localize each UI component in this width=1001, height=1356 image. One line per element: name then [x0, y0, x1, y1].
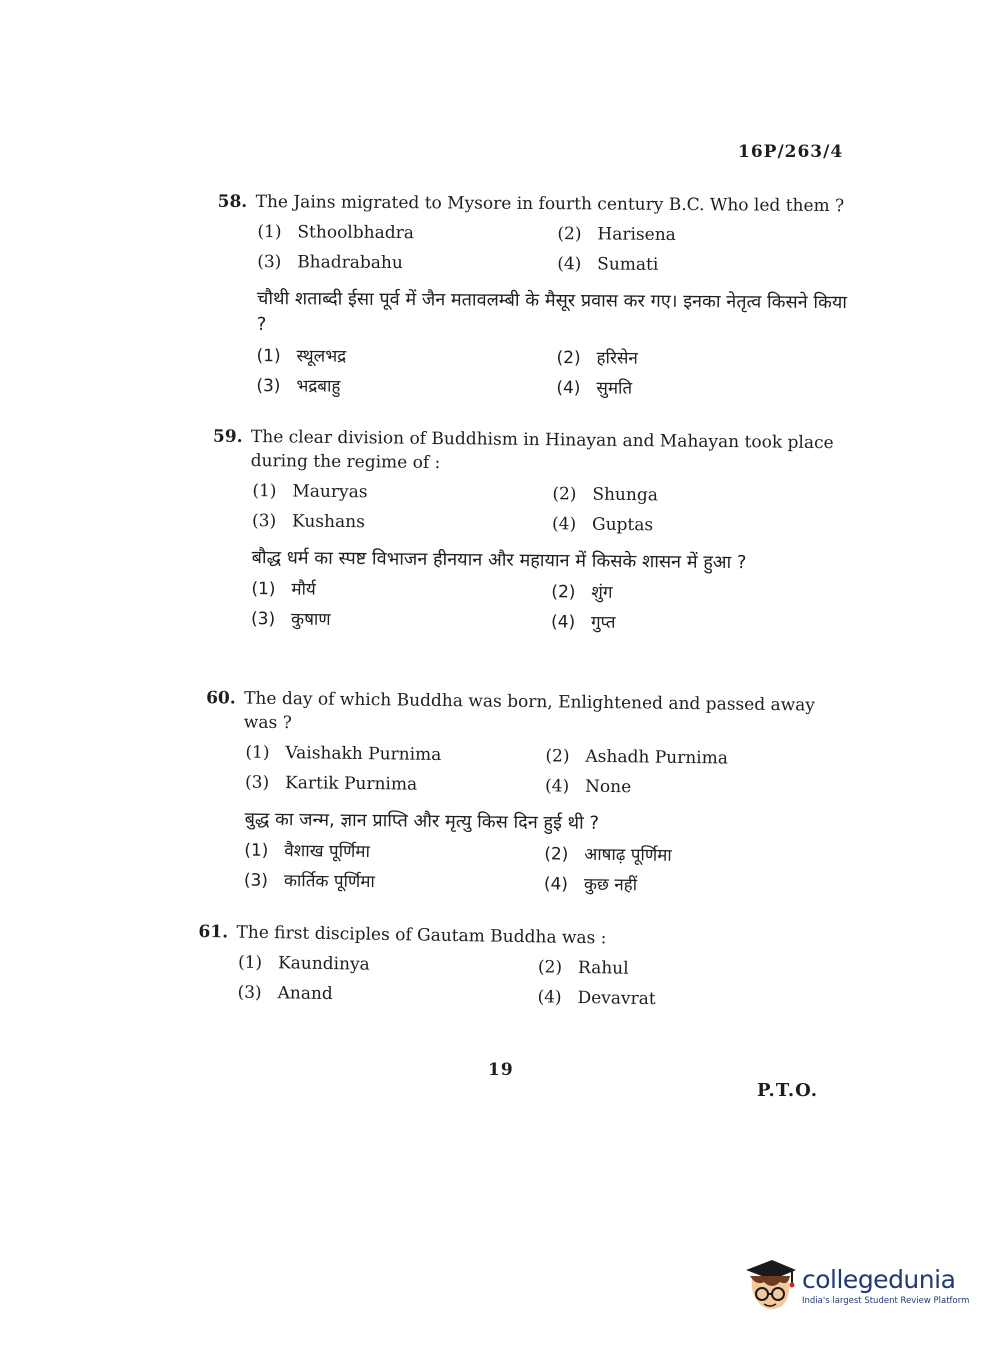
option-2: (2) Shunga — [552, 484, 659, 506]
question-text-en: The day of which Buddha was born, Enlightened and passed away was ? — [243, 688, 816, 734]
question-text-en: The clear division of Buddhism in Hinayan and Mahayan took place during the regime of : — [250, 427, 834, 474]
question-text-hi: बौद्ध धर्म का स्पष्ट विभाजन हीनयान और महायान में किसके शासन में हुआ ? — [251, 547, 747, 574]
option-3: (3) Anand — [237, 982, 333, 1005]
options-en — [245, 741, 846, 802]
option-hi-2: (2) शुंग — [551, 582, 613, 603]
option-4: (4) Guptas — [551, 514, 654, 536]
question-number: 61. — [198, 921, 229, 943]
option-3: (3) Kartik Purnima — [244, 772, 418, 795]
question-text-en: The Jains migrated to Mysore in fourth century B.C. Who led them ? — [255, 192, 845, 217]
option-hi-2: (2) आषाढ़ पूर्णिमा — [544, 844, 672, 866]
options-en — [237, 951, 838, 1014]
mascot-icon — [742, 1256, 798, 1314]
option-hi-3: (3) कुषाण — [250, 609, 331, 630]
question-59 — [211, 425, 853, 638]
question-text-hi: चौथी शताब्दी ईसा पूर्व में जैन मतावलम्बी के मैसूर प्रवास कर गए। इनका नेतृत्व किसने किया ? — [256, 288, 848, 336]
option-hi-4: (4) सुमति — [556, 378, 633, 399]
options-hi — [251, 577, 852, 637]
collegedunia-watermark — [742, 1250, 972, 1320]
options-en — [257, 220, 857, 278]
option-3: (3) Bhadrabahu — [257, 252, 403, 274]
option-3: (3) Kushans — [251, 511, 365, 533]
option-hi-3: (3) कार्तिक पूर्णिमा — [243, 870, 375, 893]
option-hi-4: (4) कुछ नहीं — [543, 874, 638, 896]
options-en — [252, 479, 853, 539]
option-hi-1: (1) स्थूलभद्र — [256, 346, 347, 367]
option-4: (4) Devavrat — [537, 987, 656, 1010]
paper-code: 16P/263/4 — [738, 142, 844, 162]
question-text-hi: बुद्ध का जन्म, ज्ञान प्राप्ति और मृत्यु किस दिन हुई थी ? — [244, 808, 600, 834]
question-number: 59. — [212, 426, 243, 447]
option-2: (2) Rahul — [537, 957, 629, 979]
question-number: 58. — [217, 191, 248, 212]
options-hi — [244, 839, 845, 900]
option-hi-1: (1) वैशाख पूर्णिमा — [244, 840, 371, 863]
logo-name: collegedunia — [802, 1264, 956, 1294]
question-60 — [204, 686, 846, 900]
question-61 — [197, 920, 838, 1014]
options-hi — [256, 344, 856, 402]
pto-label: P.T.O. — [757, 1080, 819, 1101]
question-58 — [216, 190, 857, 402]
option-4: (4) None — [544, 776, 632, 798]
option-2: (2) Harisena — [557, 224, 676, 245]
option-hi-1: (1) मौर्य — [251, 579, 316, 600]
option-2: (2) Ashadh Purnima — [545, 746, 729, 769]
option-hi-2: (2) हरिसेन — [556, 348, 638, 369]
option-hi-3: (3) भद्रबाहु — [256, 376, 341, 397]
option-1: (1) Mauryas — [252, 481, 368, 503]
option-4: (4) Sumati — [557, 254, 659, 275]
question-number: 60. — [206, 688, 236, 709]
option-1: (1) Kaundinya — [237, 952, 370, 975]
option-hi-4: (4) गुप्त — [550, 612, 616, 633]
page-number: 19 — [488, 1060, 514, 1080]
option-1: (1) Vaishakh Purnima — [245, 742, 442, 765]
question-text-en: The first disciples of Gautam Buddha was : — [236, 922, 607, 949]
logo-tagline: India's largest Student Review Platform — [802, 1295, 970, 1306]
option-1: (1) Sthoolbhadra — [257, 222, 414, 244]
